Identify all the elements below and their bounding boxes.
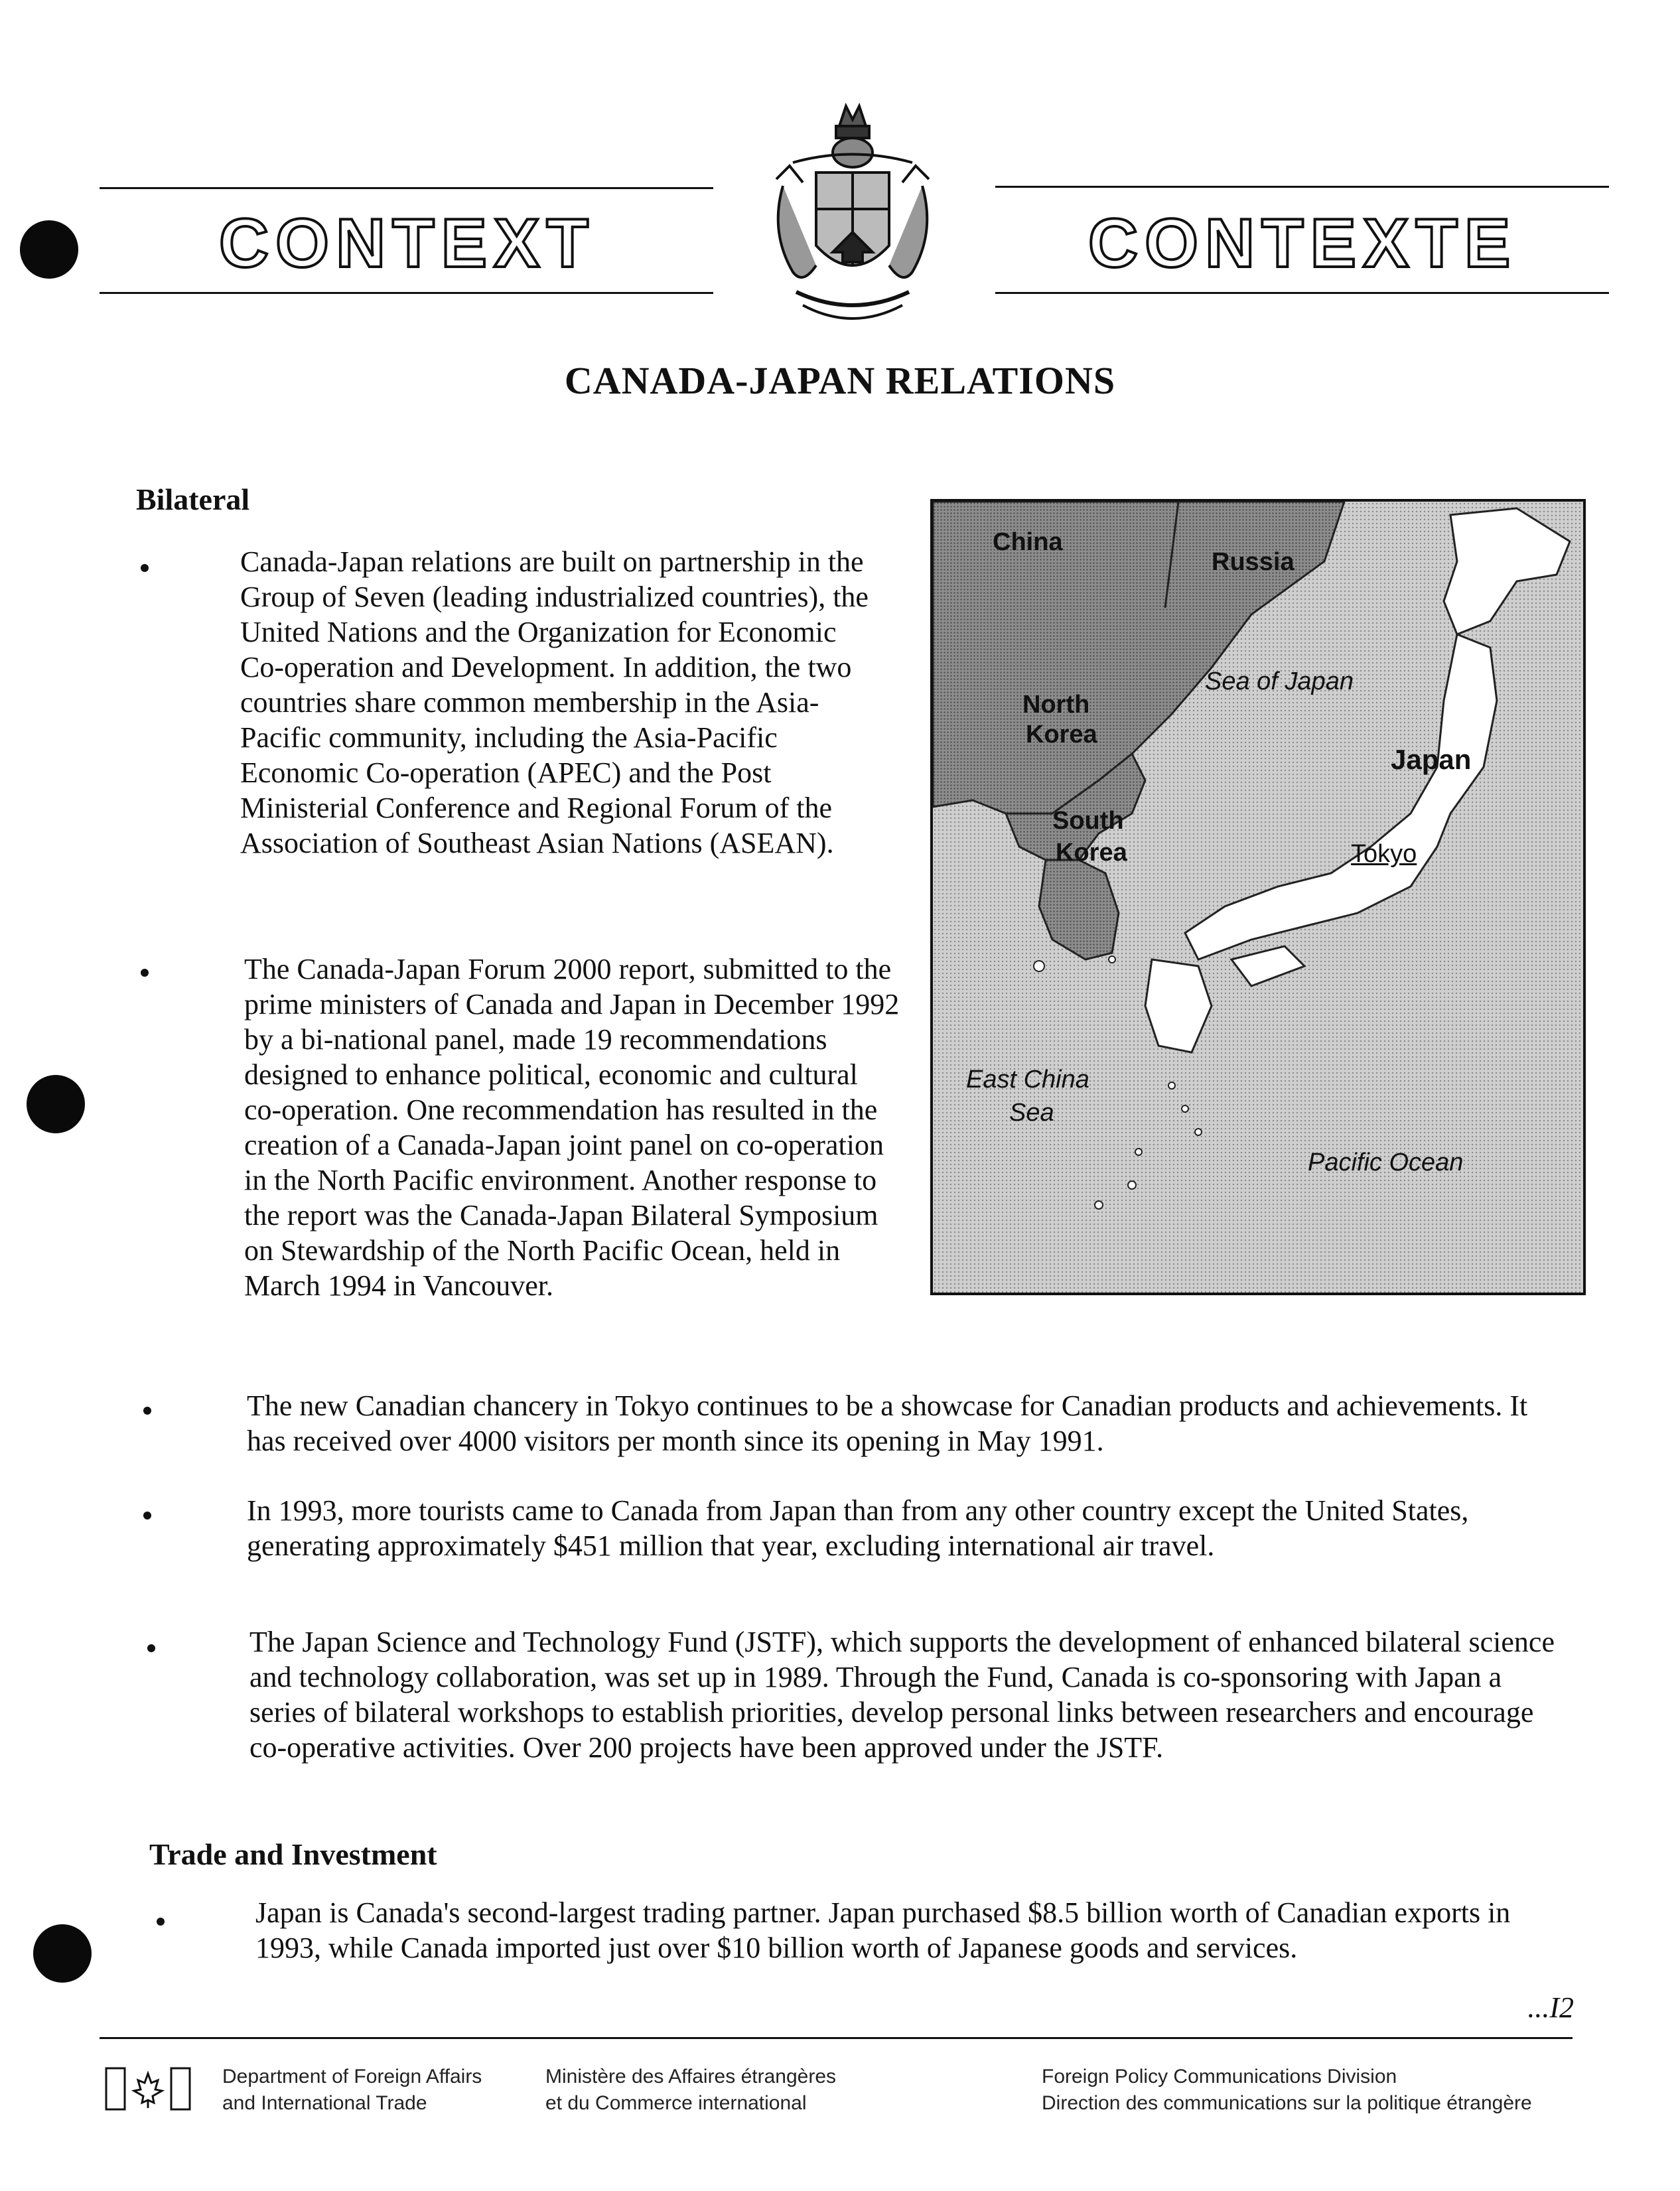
canada-flag-wordmark-icon [105,2067,191,2111]
map-label-pacific-ocean: Pacific Ocean [1308,1149,1464,1176]
punch-hole-middle [27,1075,85,1133]
map-label-tokyo: Tokyo [1351,840,1417,868]
footer-division [1042,2064,1532,2117]
header-rule-left-bottom [100,292,713,294]
footer-department-french [545,2064,836,2117]
bilateral-paragraph-2: The Canada-Japan Forum 2000 report, submitted to the prime ministers of Canada and Japan in December 1992 by a bi-national panel, made 19 recommendations designed to enhance political, economic and cultural co-operation. One recommendation has resulted in the creation of a Canada-Japan joint panel on co-operation in the North Pacific environment. Another response to the report was the Canada-Japan Bilateral Symposium on Stewardship of the North Pacific Ocean, held in March 1994 in Vancouver. [244,953,900,1302]
header-title-english: CONTEXT [219,205,595,282]
footer-division-english: Foreign Policy Communications Division [1042,2066,1397,2087]
header-title-french: CONTEXTE [1088,205,1517,282]
map-label-sea-of-japan: Sea of Japan [1205,668,1354,695]
east-asia-map [930,499,1586,1295]
bullet-marker [157,1918,165,1926]
map-label-east-china-sea-line2: Sea [1009,1099,1054,1127]
bullet-marker [141,564,149,572]
map-label-east-china-sea-line1: East China [966,1066,1089,1094]
section-heading-bilateral: Bilateral [136,482,250,516]
punch-hole-top [20,220,78,279]
footer-dept-en-line2: and International Trade [222,2092,427,2114]
canada-coat-of-arms-icon [756,100,949,345]
bilateral-paragraph-1: Canada-Japan relations are built on partnership in the Group of Seven (leading industrialized countries), the United Nations and the Organization for Economic Co-operation and Development. In addition, the two countries share common membership in the Asia-Pacific community, including the Asia-Pacific Economic Co-operation (APEC) and the Post Ministerial Conference and Regional Forum of the Association of Southeast Asian Nations (ASEAN). [240,545,869,859]
footer-dept-en-line1: Department of Foreign Affairs [222,2066,482,2087]
bilateral-paragraph-3: The new Canadian chancery in Tokyo continues to be a showcase for Canadian products and achievements. It has received over 4000 visitors per month since its opening in May 1991. [247,1389,1528,1457]
section-heading-trade: Trade and Investment [149,1837,437,1871]
map-label-north-korea-line2: Korea [1026,721,1097,748]
map-label-north-korea-line1: North [1022,691,1090,719]
header-rule-right-bottom [995,292,1609,294]
punch-hole-bottom [33,1924,92,1983]
footer-division-french: Direction des communications sur la politique étrangère [1042,2092,1532,2114]
bullet-marker [143,1512,151,1520]
bilateral-paragraph-4: In 1993, more tourists came to Canada from Japan than from any other country except the United States, generating approximately $451 million that year, excluding international air travel. [247,1494,1469,1562]
map-label-russia: Russia [1212,548,1295,576]
page-title: CANADA-JAPAN RELATIONS [564,359,1116,402]
page-continuation: ...I2 [1527,1991,1574,2024]
header-rule-right-top [995,186,1609,188]
map-label-china: China [993,528,1063,556]
footer-department-english [222,2064,482,2117]
footer-rule [100,2037,1573,2039]
footer-dept-fr-line2: et du Commerce international [545,2092,807,2114]
map-label-south-korea-line1: South [1052,807,1124,835]
bullet-marker [141,969,149,977]
footer-dept-fr-line1: Ministère des Affaires étrangères [545,2066,837,2087]
trade-paragraph-1: Japan is Canada's second-largest trading partner. Japan purchased $8.5 billion worth of Canadian exports in 1993, while Canada imported just over $10 billion worth of Japanese goods and services. [255,1896,1511,1964]
map-label-japan: Japan [1391,744,1472,775]
bullet-marker [143,1407,151,1415]
map-label-south-korea-line2: Korea [1056,839,1127,867]
header-rule-left-top [100,187,713,189]
bullet-marker [147,1644,155,1652]
bilateral-paragraph-5: The Japan Science and Technology Fund (JSTF), which supports the development of enhanced bilateral science and technology collaboration, was set up in 1989. Through the Fund, Canada is co-sponsoring with Japan a series of bilateral workshops to establish priorities, develop personal links between researchers and encourage co-operative activities. Over 200 projects have been approved under the JSTF. [249,1626,1555,1764]
